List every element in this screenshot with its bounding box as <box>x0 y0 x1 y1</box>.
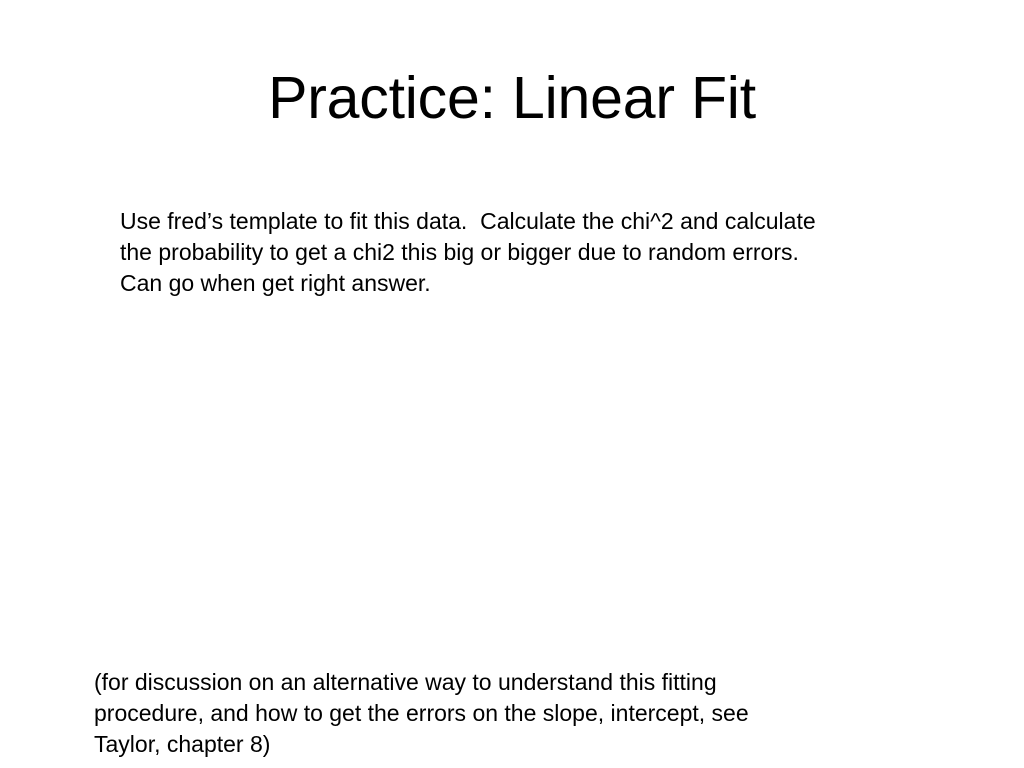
instructions-line: Can go when get right answer. <box>120 270 431 296</box>
instructions-line: the probability to get a chi2 this big or bigger due to random errors. <box>120 239 799 265</box>
instructions-text <box>120 206 920 299</box>
footnote-line: Taylor, chapter 8) <box>94 731 271 757</box>
slide-title: Practice: Linear Fit <box>268 65 756 131</box>
footnote-text <box>94 667 894 760</box>
footnote-line: (for discussion on an alternative way to understand this fitting <box>94 669 717 695</box>
instructions-line: Use fred’s template to fit this data. Calculate the chi^2 and calculate <box>120 208 816 234</box>
footnote-line: procedure, and how to get the errors on the slope, intercept, see <box>94 700 749 726</box>
